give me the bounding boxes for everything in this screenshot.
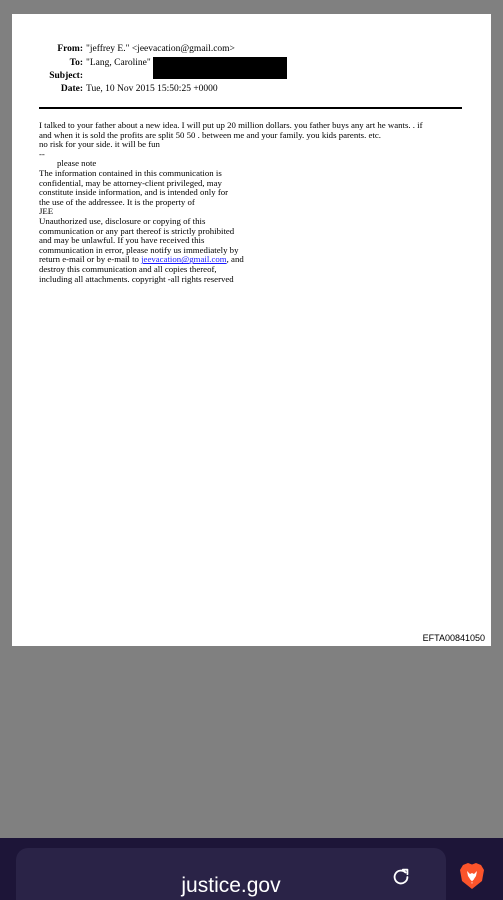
date-label: Date: <box>60 84 83 94</box>
body-line: no risk for your side. it will be fun <box>39 139 160 150</box>
signature-line: the use of the addressee. It is the property of <box>39 196 195 207</box>
url-field[interactable] <box>16 848 446 900</box>
redaction-box <box>153 57 287 79</box>
signature-line: and may be unlawful. If you have received this <box>39 235 205 246</box>
signature-line: communication or any part thereof is strictly prohibited <box>39 225 235 236</box>
signature-line: JEE <box>39 206 54 217</box>
return-line-suffix: , and <box>226 254 244 265</box>
from-value: "jeffrey E." <jeevacation@gmail.com> <box>86 44 235 54</box>
header-to <box>12 58 151 69</box>
body-line: I talked to your father about a new idea. I will put up 20 million dollars. you father buys any art he wants. . if <box>39 120 423 130</box>
header-date <box>12 84 218 95</box>
to-value: "Lang, Caroline" <box>86 58 151 68</box>
from-label: From: <box>57 44 83 54</box>
document-page <box>12 14 491 646</box>
subject-label: Subject: <box>49 71 83 81</box>
email-link[interactable]: jeevacation@gmail.com <box>141 254 227 265</box>
closing-line: destroy this communication and all copies thereof, <box>39 263 217 274</box>
body-line: and when it is sold the profits are split 50 50 . between me and your family. you kids parents. etc. <box>39 129 381 140</box>
signature-line: confidential, may be attorney-client privileged, may <box>39 177 222 188</box>
signature-line: Unauthorized use, disclosure or copying of this <box>39 215 206 226</box>
signature-line: communication in error, please notify us immediately by <box>39 244 239 255</box>
url-text: justice.gov <box>181 874 281 897</box>
date-value: Tue, 10 Nov 2015 15:50:25 +0000 <box>86 84 218 94</box>
signature-line: constitute inside information, and is intended only for <box>39 187 229 198</box>
header-subject <box>12 71 86 82</box>
signature-line: please note <box>57 158 97 169</box>
browser-address-bar <box>0 838 503 900</box>
return-line-prefix: return e-mail or by e-mail to <box>39 254 142 265</box>
to-label: To: <box>69 58 83 68</box>
header-from <box>12 44 235 55</box>
email-body <box>39 121 479 284</box>
signature-line: The information contained in this communication is <box>39 167 222 178</box>
bates-number: EFTA00841050 <box>422 633 485 643</box>
closing-line: including all attachments. copyright -all rights reserved <box>39 273 234 284</box>
brave-lion-icon[interactable] <box>459 862 485 890</box>
reload-icon[interactable] <box>390 866 412 888</box>
body-line: -- <box>39 148 45 159</box>
header-divider <box>39 107 462 109</box>
